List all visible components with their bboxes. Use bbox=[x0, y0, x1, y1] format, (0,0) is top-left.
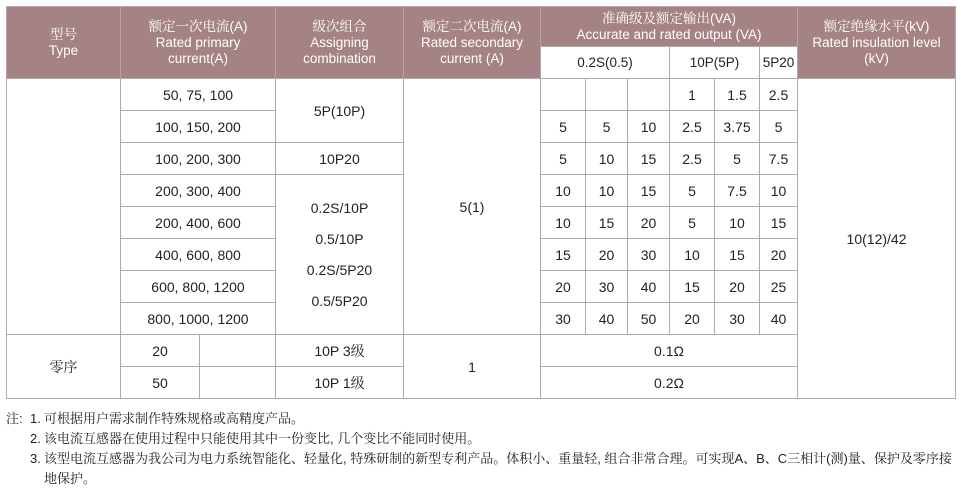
output-cell: 5 bbox=[670, 175, 715, 207]
output-cell: 15 bbox=[541, 239, 586, 271]
output-cell: 15 bbox=[628, 175, 670, 207]
zero-output-cell: 0.1Ω bbox=[541, 335, 798, 367]
header-sub-0-2s: 0.2S(0.5) bbox=[541, 47, 670, 79]
output-cell: 5 bbox=[715, 143, 760, 175]
header-secondary-current: 额定二次电流(A) Rated secondary current (A) bbox=[404, 7, 541, 79]
output-cell: 30 bbox=[541, 303, 586, 335]
output-cell: 7.5 bbox=[715, 175, 760, 207]
output-cell: 5 bbox=[670, 207, 715, 239]
output-cell bbox=[541, 79, 586, 111]
assign-cell: 5P(10P) bbox=[276, 79, 404, 143]
zero-assign-cell: 10P 1级 bbox=[276, 367, 404, 399]
zero-primary-cell: 50 bbox=[121, 367, 200, 399]
output-cell: 20 bbox=[760, 239, 798, 271]
header-insulation-level: 额定绝缘水平(kV) Rated insulation level (kV) bbox=[798, 7, 956, 79]
output-cell: 15 bbox=[586, 207, 628, 239]
assign-value: 0.2S/5P20 bbox=[306, 261, 373, 278]
spec-table bbox=[6, 6, 956, 399]
note-item-1: 注: 1. 可根据用户需求制作特殊规格或高精度产品。 bbox=[6, 409, 956, 429]
output-cell: 20 bbox=[586, 239, 628, 271]
primary-current-cell: 100, 150, 200 bbox=[121, 111, 276, 143]
output-cell: 15 bbox=[670, 271, 715, 303]
header-type: 型号 Type bbox=[7, 7, 121, 79]
output-cell: 10 bbox=[715, 207, 760, 239]
assign-value: 0.2S/10P bbox=[310, 199, 369, 216]
output-cell: 10 bbox=[760, 175, 798, 207]
output-cell: 20 bbox=[541, 271, 586, 303]
output-cell: 15 bbox=[760, 207, 798, 239]
zero-blank-cell bbox=[200, 367, 276, 399]
output-cell: 40 bbox=[586, 303, 628, 335]
output-cell: 15 bbox=[628, 143, 670, 175]
zero-output-cell: 0.2Ω bbox=[541, 367, 798, 399]
assign-cell: 10P20 bbox=[276, 143, 404, 175]
output-cell: 40 bbox=[628, 271, 670, 303]
output-cell: 10 bbox=[586, 175, 628, 207]
output-cell: 20 bbox=[670, 303, 715, 335]
header-accurate-output: 准确级及额定输出(VA) Accurate and rated output (VA) bbox=[541, 7, 798, 47]
output-cell bbox=[628, 79, 670, 111]
primary-current-cell: 200, 400, 600 bbox=[121, 207, 276, 239]
zero-secondary-cell: 1 bbox=[404, 335, 541, 399]
assign-cell bbox=[276, 175, 404, 335]
output-cell: 1.5 bbox=[715, 79, 760, 111]
header-sub-10p: 10P(5P) bbox=[670, 47, 760, 79]
output-cell: 5 bbox=[760, 111, 798, 143]
secondary-current-cell: 5(1) bbox=[404, 79, 541, 335]
output-cell: 15 bbox=[715, 239, 760, 271]
output-cell: 5 bbox=[586, 111, 628, 143]
primary-current-cell: 600, 800, 1200 bbox=[121, 271, 276, 303]
output-cell: 40 bbox=[760, 303, 798, 335]
output-cell: 5 bbox=[541, 111, 586, 143]
output-cell: 20 bbox=[628, 207, 670, 239]
output-cell: 30 bbox=[628, 239, 670, 271]
output-cell: 3.75 bbox=[715, 111, 760, 143]
assign-value: 0.5/10P bbox=[315, 230, 364, 247]
output-cell: 5 bbox=[541, 143, 586, 175]
output-cell bbox=[586, 79, 628, 111]
note-item-3: 3. 该型电流互感器为我公司为电力系统智能化、轻量化, 特殊研制的新型专利产品。体积小、重量轻, 组合非常合理。可实现A、B、C三相计(测)量、保护及零序接地保护。 bbox=[30, 451, 952, 486]
zero-sequence-label: 零序 bbox=[7, 335, 121, 399]
header-assigning-combination: 级次组合 Assigning combination bbox=[276, 7, 404, 79]
output-cell: 2.5 bbox=[670, 111, 715, 143]
output-cell: 30 bbox=[586, 271, 628, 303]
output-cell: 20 bbox=[715, 271, 760, 303]
output-cell: 25 bbox=[760, 271, 798, 303]
output-cell: 10 bbox=[541, 207, 586, 239]
notes bbox=[6, 409, 956, 489]
output-cell: 10 bbox=[628, 111, 670, 143]
type-cell bbox=[7, 79, 121, 335]
primary-current-cell: 200, 300, 400 bbox=[121, 175, 276, 207]
output-cell: 30 bbox=[715, 303, 760, 335]
table-row bbox=[7, 79, 956, 111]
header-sub-5p20: 5P20 bbox=[760, 47, 798, 79]
zero-primary-cell: 20 bbox=[121, 335, 200, 367]
primary-current-cell: 400, 600, 800 bbox=[121, 239, 276, 271]
zero-blank-cell bbox=[200, 335, 276, 367]
zero-assign-cell: 10P 3级 bbox=[276, 335, 404, 367]
output-cell: 7.5 bbox=[760, 143, 798, 175]
output-cell: 2.5 bbox=[670, 143, 715, 175]
header-primary-current: 额定一次电流(A) Rated primary current(A) bbox=[121, 7, 276, 79]
output-cell: 10 bbox=[541, 175, 586, 207]
output-cell: 2.5 bbox=[760, 79, 798, 111]
insulation-cell: 10(12)/42 bbox=[798, 79, 956, 399]
assign-value: 0.5/5P20 bbox=[311, 292, 368, 309]
primary-current-cell: 100, 200, 300 bbox=[121, 143, 276, 175]
output-cell: 10 bbox=[670, 239, 715, 271]
notes-head: 注: bbox=[6, 411, 23, 426]
primary-current-cell: 50, 75, 100 bbox=[121, 79, 276, 111]
output-cell: 1 bbox=[670, 79, 715, 111]
output-cell: 50 bbox=[628, 303, 670, 335]
output-cell: 10 bbox=[586, 143, 628, 175]
note-item-2: 2. 该电流互感器在使用过程中只能使用其中一份变比, 几个变比不能同时使用。 bbox=[30, 431, 481, 446]
primary-current-cell: 800, 1000, 1200 bbox=[121, 303, 276, 335]
